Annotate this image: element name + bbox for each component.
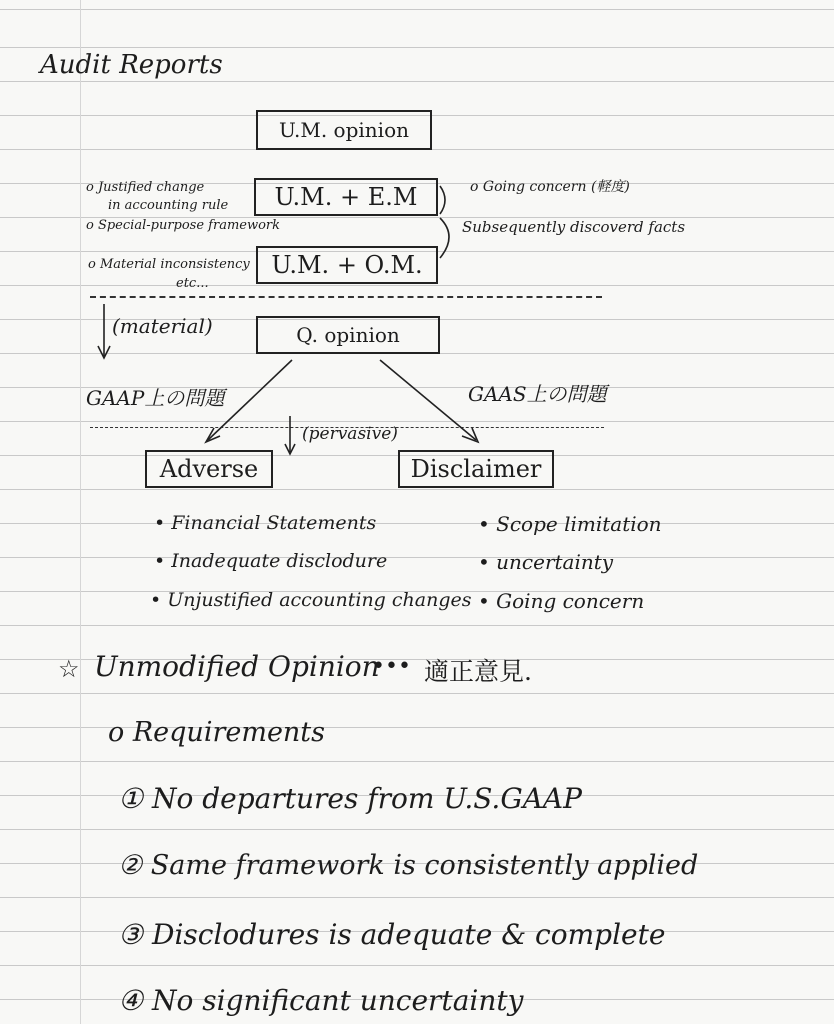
unmodified-heading: Unmodified Opinion <box>94 650 380 683</box>
note-justified-change: o Justified change <box>86 180 205 195</box>
label-gaap-issue: GAAP上の問題 <box>86 386 225 410</box>
dashed-divider-pervasive <box>90 427 604 428</box>
disclaimer-box: Disclaimer <box>398 450 554 488</box>
star-marker: ☆ <box>58 655 80 683</box>
um-om-box: U.M. + O.M. <box>256 246 438 284</box>
unmodified-kanji: 適正意見. <box>424 657 532 686</box>
note-accounting-rule: in accounting rule <box>108 198 229 213</box>
q-opinion-box: Q. opinion <box>256 316 440 354</box>
bracket-going-concern <box>440 186 445 214</box>
label-material: (material) <box>112 314 213 338</box>
label-gaas-issue: GAAS上の問題 <box>468 382 607 406</box>
disclaimer-item: • Scope limitation <box>478 512 662 536</box>
requirement-item: ④ No significant uncertainty <box>118 984 524 1017</box>
note-special-purpose: o Special-purpose framework <box>86 218 281 233</box>
label-pervasive: (pervasive) <box>302 424 398 444</box>
um-opinion-box: U.M. opinion <box>256 110 432 150</box>
requirement-item: ① No departures from U.S.GAAP <box>118 782 582 815</box>
dashed-divider-material <box>90 296 602 298</box>
bracket-subsequent <box>440 218 449 258</box>
adverse-item: • Financial Statements <box>154 512 377 534</box>
disclaimer-item: • Going concern <box>478 589 645 613</box>
requirements-label: o Requirements <box>108 717 326 748</box>
margin-line <box>80 0 81 1024</box>
requirement-item: ② Same framework is consistently applied <box>118 850 699 881</box>
requirement-item: ③ Disclodures is adequate & complete <box>118 918 666 951</box>
note-etc: etc... <box>176 276 209 291</box>
adverse-item: • Inadequate disclodure <box>154 550 388 572</box>
adverse-item: • Unjustified accounting changes <box>150 589 472 611</box>
disclaimer-item: • uncertainty <box>478 550 614 574</box>
um-em-box: U.M. + E.M <box>254 178 438 216</box>
adverse-box: Adverse <box>145 450 273 488</box>
note-material-inconsistency: o Material inconsistency <box>88 257 250 272</box>
ellipsis-dots: ••• <box>372 654 411 679</box>
note-going-concern: o Going concern (軽度) <box>470 179 630 195</box>
note-subsequent-facts: Subsequently discoverd facts <box>462 218 686 236</box>
page-title: Audit Reports <box>40 50 223 80</box>
